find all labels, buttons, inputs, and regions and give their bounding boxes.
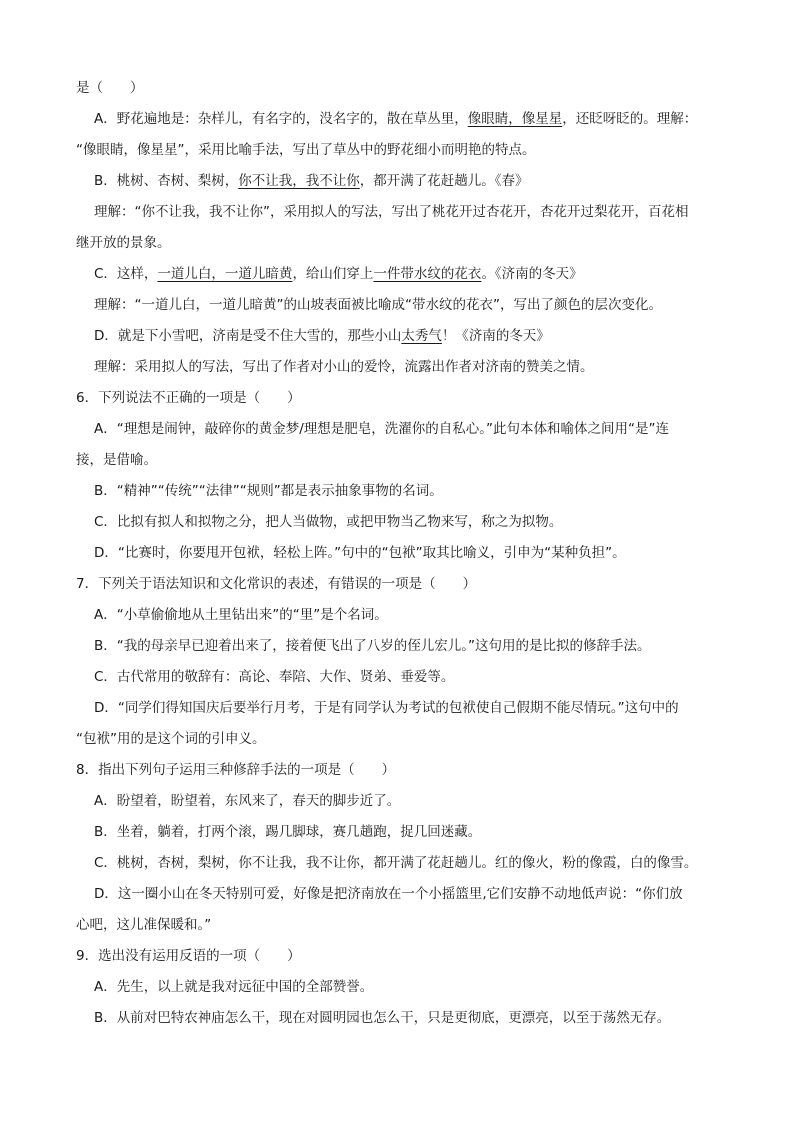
option-c: C．这样，一道儿白，一道儿暗黄，给山们穿上一件带水纹的花衣。《济南的冬天》 [94,266,583,282]
option-c: C．比拟有拟人和拟物之分，把人当做物，或把甲物当乙物来写，称之为拟物。 [94,514,563,530]
text-line: “像眼睛，像星星”，采用比喻手法，写出了草丛中的野花细小而明艳的特点。 [76,142,536,158]
option-c: C．古代常用的敬辞有：高论、奉陪、大作、贤弟、垂爱等。 [94,669,455,685]
question-7: 7．下列关于语法知识和文化常识的表述，有错误的一项是（ ） [76,576,477,592]
underlined-phrase: 一道儿白，一道儿暗黄 [157,266,293,282]
option-a: A．“小草偷偷地从土里钻出来”的“里”是个名词。 [94,607,388,623]
option-b: B．从前对巴特农神庙怎么干，现在对圆明园也怎么干，只是更彻底，更漂亮，以至于荡然无存。 [94,1010,671,1026]
option-a: A．盼望着，盼望着，东风来了，春天的脚步近了。 [94,793,401,809]
option-b: B．桃树、杏树、梨树，你不让我，我不让你，都开满了花赶趟儿。《春》 [94,173,529,189]
option-d: D．“同学们得知国庆后要举行月考，于是有同学认为考试的包袱使自己假期不能尽情玩。”这句中的 [94,700,679,716]
option-c: C．桃树，杏树，梨树，你不让我，我不让你，都开满了花赶趟儿。红的像火，粉的像霞，白的像雪。 [94,855,698,871]
text-line: 继开放的景象。 [76,235,171,251]
text-line: “包袱”用的是这个词的引申义。 [76,731,266,747]
text-line: 心吧，这儿准保暖和。” [76,917,212,933]
option-b: B．“精神”“传统”“法律”“规则”都是表示抽象事物的名词。 [94,483,443,499]
text-line: 理解：“你不让我，我不让你”，采用拟人的写法，写出了桃花开过杏花开，杏花开过梨花开，百花相 [94,204,689,220]
option-b: B．坐着，躺着，打两个滚，踢几脚球，赛几趟跑，捉几回迷藏。 [94,824,482,840]
option-d: D．就是下小雪吧，济南是受不住大雪的，那些小山太秀气！《济南的冬天》 [94,328,550,344]
underlined-phrase: 太秀气 [401,328,442,344]
question-9: 9．选出没有运用反语的一项（ ） [76,948,301,964]
option-a: A．先生，以上就是我对远征中国的全部赞誉。 [94,979,374,995]
option-a: A．野花遍地是：杂样儿，有名字的，没名字的，散在草丛里，像眼睛，像星星，还眨呀眨的。理解： [94,111,698,127]
option-a: A．“理想是闹钟，敲碎你的黄金梦/理想是肥皂，洗濯你的自私心。”此句本体和喻体之间用“是”连 [94,421,670,437]
option-d: D．这一圈小山在冬天特别可爱，好像是把济南放在一个小摇篮里,它们安静不动地低声说：“你们放 [94,886,683,902]
question-6: 6．下列说法不正确的一项是（ ） [76,390,301,406]
underlined-phrase: 一件带水纹的花衣 [373,266,482,282]
option-d: D．“比赛时，你要甩开包袱，轻松上阵。”句中的“包袱”取其比喻义，引申为“某种负担”。 [94,545,626,561]
question-8: 8．指出下列句子运用三种修辞手法的一项是（ ） [76,762,396,778]
text-line: 理解：采用拟人的写法，写出了作者对小山的爱怜，流露出作者对济南的赞美之情。 [94,359,594,375]
text-line: 接，是借喻。 [76,452,157,468]
text-line: 理解：“一道儿白，一道儿暗黄”的山坡表面被比喻成“带水纹的花衣”，写出了颜色的层次变化。 [94,297,662,313]
underlined-phrase: 像眼睛，像星星 [467,111,563,127]
option-b: B．“我的母亲早已迎着出来了，接着便飞出了八岁的侄儿宏儿。”这句用的是比拟的修辞手法。 [94,638,651,654]
text-line: 是（ ） [76,80,144,96]
underlined-phrase: 你不让我，我不让你 [238,173,360,189]
